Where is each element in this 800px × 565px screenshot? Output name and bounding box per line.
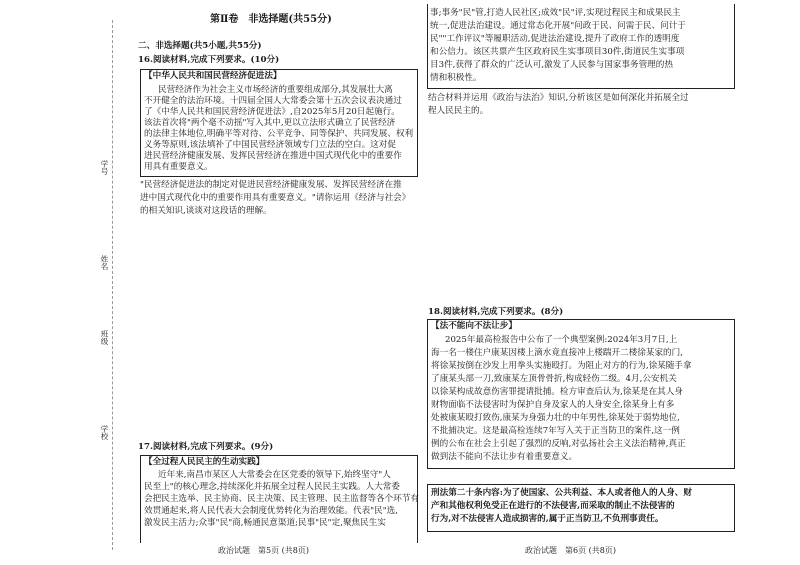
q16-question-line: 进中国式现代化中的重要作用具有重要意义。"请你运用《经济与社会》 bbox=[140, 193, 411, 203]
q16-line: 进民营经济健康发展、发挥民营经济在推进中国式现代化中的重要作 bbox=[144, 151, 402, 161]
page-footer-left: 政治试题 第5页 (共8页) bbox=[218, 546, 309, 555]
q16-line: 用具有重要意义。 bbox=[144, 162, 213, 172]
margin-label-school: 学校 bbox=[100, 425, 109, 440]
subsection-title: 二、非选择题(共5小题,共55分) bbox=[138, 41, 262, 51]
left-page bbox=[118, 0, 418, 565]
q16-question-line: "民营经济促进法的制定对促进民营经济健康发展、发挥民营经济在推 bbox=[140, 180, 402, 190]
q16-line: 了《中华人民共和国民营经济促进法》,自2025年5月20日起施行。 bbox=[144, 107, 400, 117]
q16-box-title: 【中华人民共和国民营经济促进法】 bbox=[144, 71, 282, 81]
q17-question-line: 程人民民主的。 bbox=[428, 106, 489, 116]
q17-line: 近年来,南昌市某区人大常委会在区党委的领导下,始终坚守"人 bbox=[158, 470, 391, 480]
q18-line: 财物面临不法侵害时为保护自身及家人的人身安全,徐某身上有多 bbox=[431, 400, 675, 410]
q17-continued-line: 和公信力。该区共票产生区政府民生实事项目30件,街道民生实事项 bbox=[430, 47, 685, 57]
law-article-line: 刑法第二十条内容:为了使国家、公共利益、本人或者他人的人身、财 bbox=[431, 488, 692, 498]
q16-line: 民营经济作为社会主义市场经济的重要组成部分,其发展壮大离 bbox=[158, 85, 393, 95]
q18-title: 18.阅读材料,完成下列要求。(8分) bbox=[428, 307, 564, 317]
law-article-line: 产和其他权利免受正在进行的不法侵害,而采取的制止不法侵害的 bbox=[431, 501, 675, 511]
q18-line: 海一名一楼住户康某因楼上滴水竟直接冲上楼踹开二楼徐某家的门, bbox=[431, 348, 683, 358]
q18-line: 不批捕决定。这是最高检连续7年写入关于正当防卫的案件,这一例 bbox=[431, 426, 680, 436]
q18-line: 2025年最高检报告中公布了一个典型案例:2024年3月7日,上 bbox=[445, 335, 678, 345]
q18-line: 将徐某按倒在沙发上用拳头实施殴打。为阻止对方的行为,徐某随手拿 bbox=[431, 361, 692, 371]
q16-line: 义务等原则,该法填补了中国民营经济领域专门立法的空白。这对促 bbox=[144, 140, 396, 150]
page-footer-right: 政治试题 第6页 (共8页) bbox=[525, 546, 616, 555]
q16-title: 16.阅读材料,完成下列要求。(10分) bbox=[138, 55, 280, 65]
q18-box-title: 【法不能向不法让步】 bbox=[431, 321, 517, 331]
q17-continued-line: 民""工作评议"等履职活动,促进法治建设,提升了政府工作的透明度 bbox=[430, 34, 680, 44]
q17-line: 民至上"的核心理念,持续深化并拓展全过程人民民主实践。人大常委 bbox=[144, 482, 400, 492]
q16-line: 的法律主体地位,明确平等对待、公平竞争、同等保护、共同发展、权利 bbox=[144, 129, 414, 139]
q17-line: 会把民主选举、民主协商、民主决策、民主管理、民主监督等各个环节有 bbox=[144, 494, 420, 504]
section-title: 第Ⅱ卷 非选择题(共55分) bbox=[210, 14, 332, 25]
q17-question-line: 结合材料并运用《政治与法治》知识,分析该区是如何深化并拓展全过 bbox=[428, 93, 689, 103]
q17-box-title: 【全过程人民民主的生动实践】 bbox=[144, 457, 265, 467]
q16-line: 该法首次将"两个毫不动摇"写入其中,更以立法形式确立了民营经济 bbox=[144, 118, 396, 128]
q17-line: 效贯通起来,将人民代表大会制度优势转化为治理效能。代表"民"选, bbox=[144, 506, 398, 516]
margin-label-student-id: 学号 bbox=[100, 160, 109, 175]
q18-line: 了康某头部一刀,致康某左顶骨骨折,构成轻伤二级。4月,公安机关 bbox=[431, 374, 677, 384]
q17-continued-line: 统一,促进法治建设。通过常态化开展"问政于民、问需于民、问计于 bbox=[430, 21, 686, 31]
q18-line: 以徐某构成故意伤害罪提请批捕。检方审查后认为,徐某是在其人身 bbox=[431, 387, 683, 397]
law-article-line: 行为,对不法侵害人造成损害的,属于正当防卫,不负刑事责任。 bbox=[431, 514, 664, 524]
q18-line: 做到法不能向不法让步有着重要意义。 bbox=[431, 452, 578, 462]
margin-label-class: 班级 bbox=[100, 330, 109, 345]
q17-title: 17.阅读材料,完成下列要求。(9分) bbox=[138, 442, 274, 452]
q18-line: 处被康某殴打致伤,康某为身强力壮的中年男性,徐某处于弱势地位, bbox=[431, 413, 680, 423]
q17-continued-line: 目3件,获得了群众的广泛认可,激发了人民参与国家事务管理的热 bbox=[430, 60, 673, 70]
right-page bbox=[425, 0, 733, 565]
q17-continued-line: 事;事务"民"管,打造人民社区;成效"民"评,实现过程民主和成果民主 bbox=[430, 8, 681, 18]
q16-question-line: 的相关知识,谈谈对这段话的理解。 bbox=[140, 206, 272, 216]
q18-line: 例的公布在社会上引起了强烈的反响,对弘扬社会主义法治精神,真正 bbox=[431, 439, 686, 449]
q17-line: 激发民主活力;众事"民"商,畅通民意渠道;民事"民"定,聚焦民生实 bbox=[144, 518, 386, 528]
q16-line: 不开健全的法治环境。十四届全国人大常委会第十五次会议表决通过 bbox=[144, 96, 402, 106]
q17-continued-line: 情和积极性。 bbox=[430, 73, 482, 83]
margin-label-name: 姓名 bbox=[100, 255, 109, 270]
binding-line bbox=[112, 20, 113, 550]
